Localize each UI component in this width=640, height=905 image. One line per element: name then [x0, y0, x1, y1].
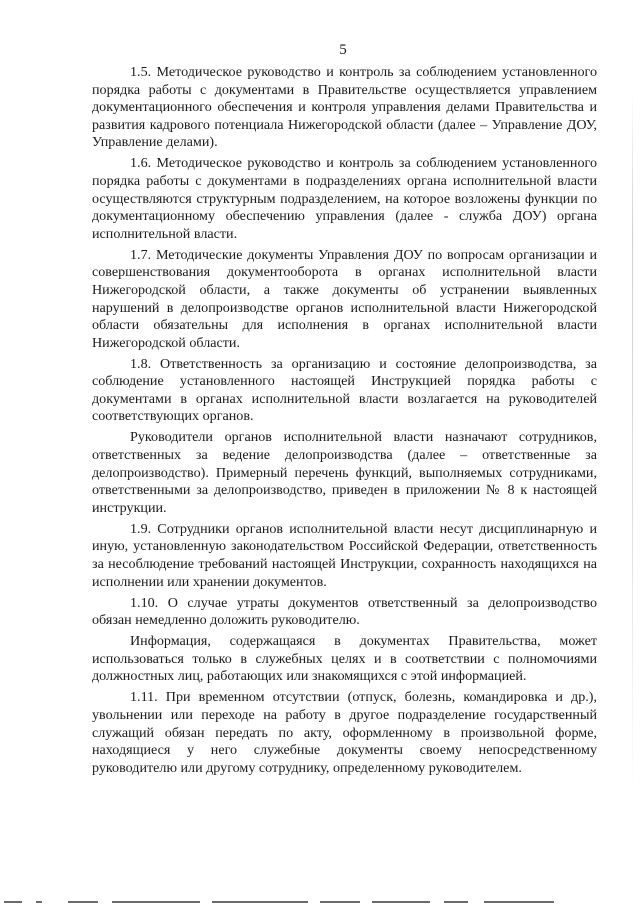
paragraph-1-5: 1.5. Методическое руководство и контроль за соблюдением установленного порядка работы с документами в Правительстве осуществляется управлением документационного обеспечения и контроля управления делами Правительства и развития кадрового потенциала Нижегородской области (далее – Управление ДОУ, Управление делами).	[92, 64, 597, 151]
paragraph-1-9: 1.9. Сотрудники органов исполнительной власти несут дисциплинарную и иную, установленную законодательством Российской Федерации, ответственность за несоблюдение требований настоящей Инструкции, сохранность находящихся на исполнении или хранении документов.	[92, 520, 597, 590]
document-body	[92, 64, 597, 781]
paragraph-1-11: 1.11. При временном отсутствии (отпуск, болезнь, командировка и др.), увольнении или переходе на работу в другое подразделение государственный служащий обязан передать по акту, оформленному в произвольной форме, находящиеся у него служебные документы своему непосредственному руководителю или другому сотруднику, определенному руководителем.	[92, 689, 597, 776]
paragraph-1-10: 1.10. О случае утраты документов ответственный за делопроизводство обязан немедленно доложить руководителю.	[92, 594, 597, 629]
paragraph-1-8: 1.8. Ответственность за организацию и состояние делопроизводства, за соблюдение установленного настоящей Инструкцией порядка работы с документами в органах исполнительной власти возлагается на руководителей соответствующих органов.	[92, 355, 597, 425]
page-number: 5	[339, 42, 347, 58]
scan-edge-line	[632, 90, 633, 795]
paragraph-1-7: 1.7. Методические документы Управления ДОУ по вопросам организации и совершенствования документооборота в органах исполнительной власти Нижегородской области, а также документы об устранении выявленных нарушений в делопроизводстве органов исполнительной власти Нижегородской области обязательны для исполнения в органах исполнительной власти Нижегородской области.	[92, 246, 597, 351]
scan-bottom-artifact	[0, 895, 640, 905]
paragraph-information: Информация, содержащаяся в документах Правительства, может использоваться только в служебных целях и в соответствии с полномочиями должностных лиц, работающих или знакомящихся с этой информацией.	[92, 633, 597, 685]
paragraph-1-6: 1.6. Методическое руководство и контроль за соблюдением установленного порядка работы с документами в подразделениях органа исполнительной власти осуществляются структурным подразделением, на которое возложены функции по документационному обеспечению управления (далее - служба ДОУ) органа исполнительной власти.	[92, 155, 597, 242]
paragraph-heads-appoint: Руководители органов исполнительной власти назначают сотрудников, ответственных за ведение делопроизводства (далее – ответственные за делопроизводство). Примерный перечень функций, выполняемых сотрудниками, ответственными за делопроизводство, приведен в приложении № 8 к настоящей инструкции.	[92, 429, 597, 516]
